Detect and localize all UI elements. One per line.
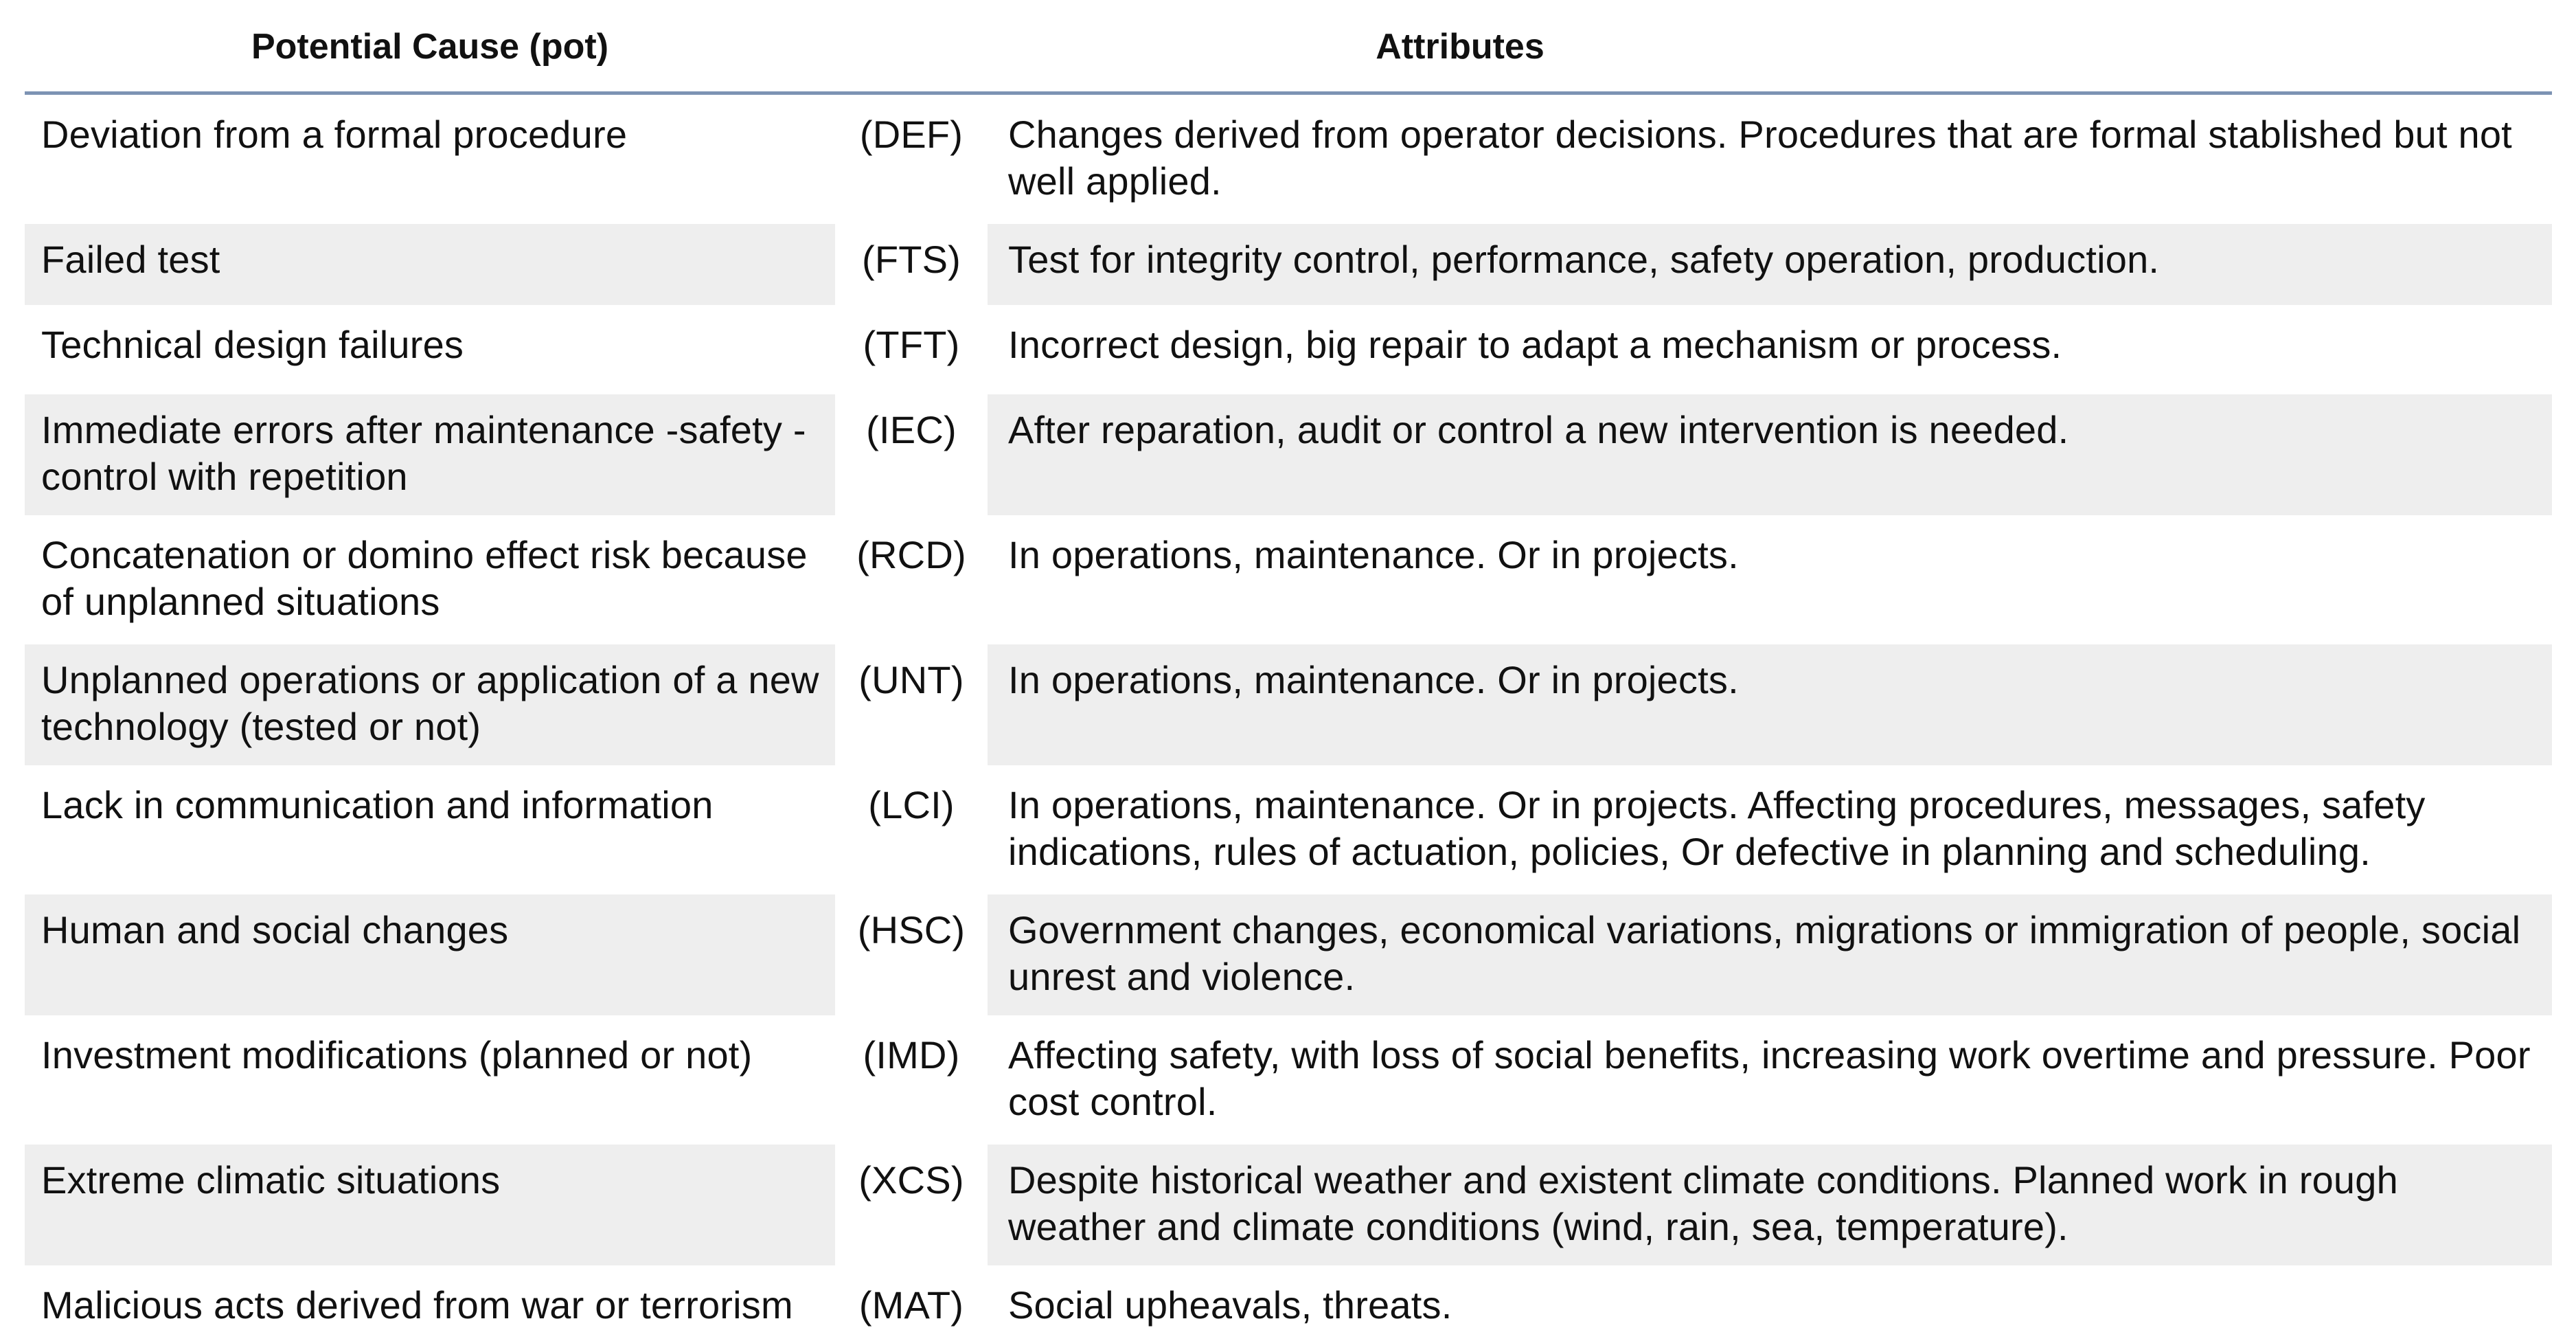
table-row [25,765,2552,890]
attributes-cell: Despite historical weather and existent climate conditions. Planned work in rough weather and climate conditions (wind, rain, sea, temperature). [1008,1158,2398,1248]
abbr-cell: (XCS) [858,1158,964,1202]
cause-cell: Failed test [41,238,220,281]
attributes-cell: Test for integrity control, performance, safety operation, production. [1008,238,2160,281]
abbr-cell: (UNT) [858,658,964,701]
cause-cell: Deviation from a formal procedure [41,113,628,156]
attributes-cell: Incorrect design, big repair to adapt a mechanism or process. [1008,323,2062,366]
table-row [25,1015,2552,1140]
cause-cell: Technical design failures [41,323,464,366]
abbr-cell: (FTS) [861,238,961,281]
table-row [25,1140,2552,1265]
cause-cell: Human and social changes [41,908,509,951]
attributes-cell: In operations, maintenance. Or in projects. Affecting procedures, messages, safety indications, rules of actuation, policies, Or defective in planning and scheduling. [1008,783,2426,873]
header-potential-cause: Potential Cause (pot) [251,27,609,67]
attributes-cell: In operations, maintenance. Or in projects. [1008,658,1739,701]
abbr-cell: (IMD) [863,1033,960,1077]
abbr-cell: (DEF) [859,113,964,156]
attributes-cell: Social upheavals, threats. [1008,1283,1452,1327]
table-row [25,1265,2552,1341]
cause-cell: Investment modifications (planned or not) [41,1033,753,1077]
abbr-cell: (IEC) [866,408,957,451]
abbr-cell: (LCI) [868,783,955,826]
table-row [25,95,2552,220]
attributes-cell: Changes derived from operator decisions. Procedures that are formal stablished but not well applied. [1008,113,2512,203]
cause-cell: Concatenation or domino effect risk because of unplanned situations [41,533,808,623]
attributes-cell: After reparation, audit or control a new intervention is needed. [1008,408,2069,451]
abbr-cell: (HSC) [857,908,966,951]
table-row [25,515,2552,640]
table-row [25,640,2552,765]
cause-cell: Extreme climatic situations [41,1158,501,1202]
table-row [25,890,2552,1015]
cause-cell: Lack in communication and information [41,783,714,826]
table-row [25,220,2552,305]
cause-cell: Malicious acts derived from war or terrorism [41,1283,793,1327]
attributes-cell: In operations, maintenance. Or in projects. [1008,533,1739,576]
header-attributes: Attributes [1376,27,1545,67]
potential-cause-table [25,0,2552,1341]
cause-cell: Unplanned operations or application of a new technology (tested or not) [41,658,819,748]
cause-cell: Immediate errors after maintenance -safety - control with repetition [41,408,806,498]
table-header [25,0,2552,95]
abbr-cell: (TFT) [863,323,960,366]
attributes-cell: Government changes, economical variations, migrations or immigration of people, social unrest and violence. [1008,908,2521,998]
table-row [25,390,2552,515]
table-row [25,305,2552,390]
abbr-cell: (RCD) [856,533,966,576]
attributes-cell: Affecting safety, with loss of social benefits, increasing work overtime and pressure. Poor cost control. [1008,1033,2531,1123]
abbr-cell: (MAT) [858,1283,964,1327]
